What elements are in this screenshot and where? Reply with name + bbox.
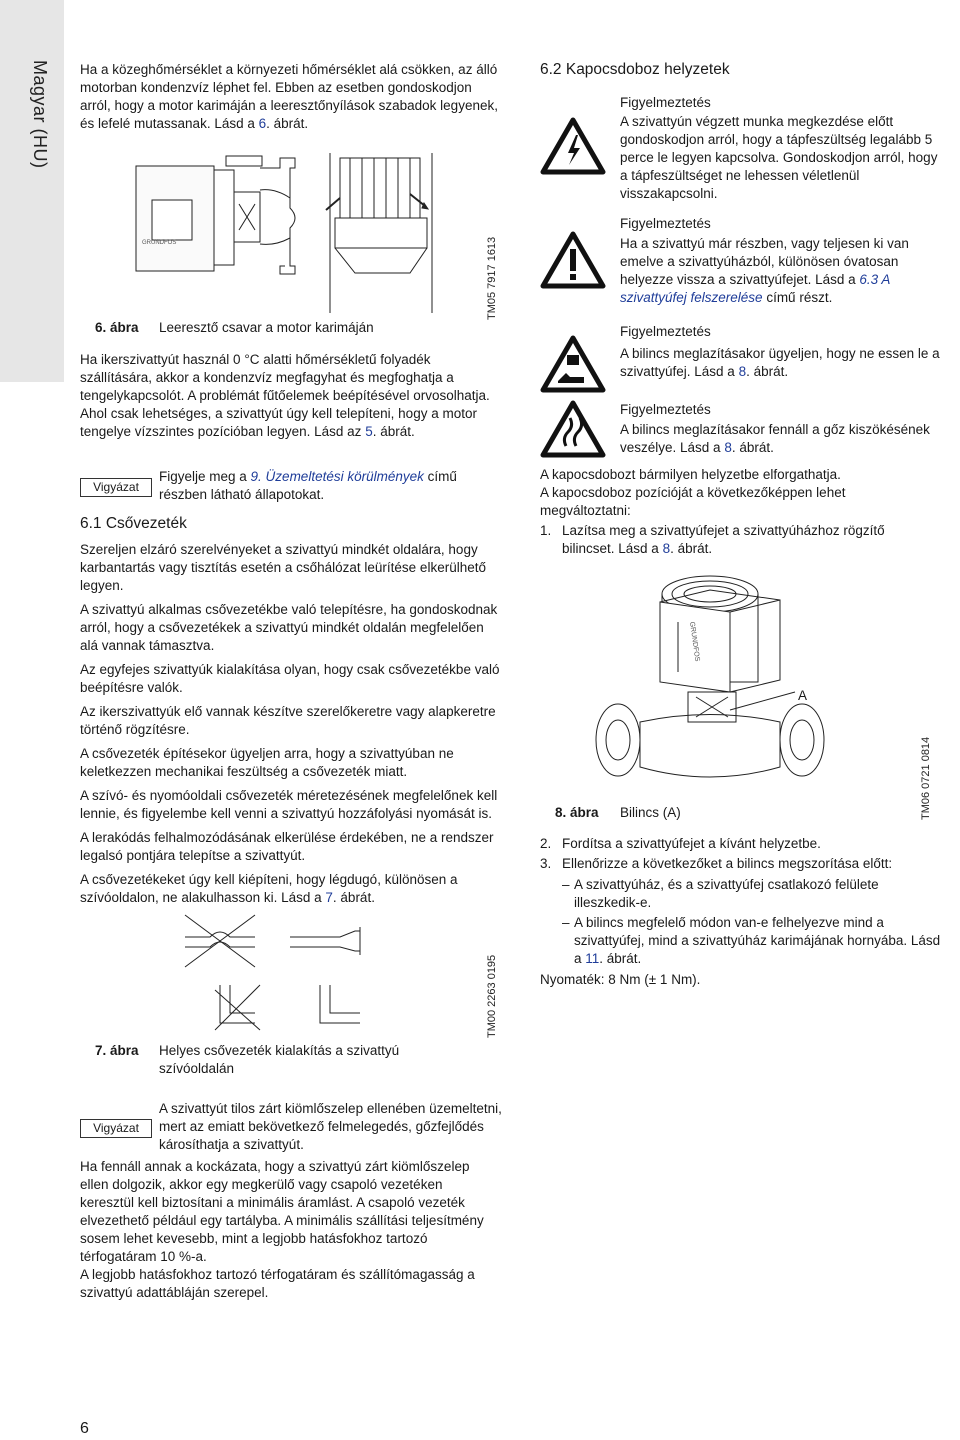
piping-paragraph: Az egyfejes szivattyúk kialakítása olyan, hogy csak csővezetékbe való beépítésre valók. (80, 662, 500, 695)
intro-paragraph: Ha a közeghőmérséklet a környezeti hőmérséklet alá csökken, az álló motorban kondenzvíz léphet fel. Ebben az esetben gondoskodjon arról, hogy a motor karimáján a leeresztőnyílások szabadok legyenek, és lefelé mutassanak. Lásd a 6. ábrát. (80, 62, 498, 131)
best-efficiency-paragraph: A legjobb hatásfokhoz tartozó térfogatáram és szállítómagasság a szivattyú adattábláján szerepel. (80, 1267, 475, 1300)
figure-6-code: TM05 7917 1613 (486, 236, 498, 320)
page-number: 6 (80, 1420, 89, 1437)
rotate-paragraph: A kapocsdobozt bármilyen helyzetbe elforgathatja. (540, 467, 841, 482)
figure-7-number: 7. ábra (95, 1043, 139, 1058)
figure-8-label-a: A (798, 688, 808, 703)
caution-badge: Vigyázat (80, 478, 152, 497)
step-text: Ellenőrizze a következőket a bilincs megszorítása előtt: (562, 856, 893, 871)
piping-paragraph: A szivattyú alkalmas csővezetékbe való telepítésre, ha gondoskodnak arról, hogy a csővezetékek a szivattyú mindkét oldalán megfelelően alá vannak támasztva. (80, 602, 498, 653)
torque-text: Nyomaték: 8 Nm (± 1 Nm). (540, 972, 701, 987)
bullet-text: A bilincs megfelelő módon van-e felhelyezve mind a szivattyúfej, mind a szivattyúház karimájának hornyába. Lásd a 11. ábrát. (574, 915, 941, 966)
twin-pump-paragraph: Ha ikerszivattyút használ 0 °C alatti hőmérsékletű folyadék szállítására, akkor a kondenzvíz megfagyhat és megfoghatja a tengelykapcsolót. A problémát fűtőelemek beépítésével orvosolhatja. Ahol csak lehetséges, a szivattyút úgy kell telepíteni, hogy a motor tengelye vízszintes pozícióban legyen. Lásd az 5. ábrát. (80, 352, 490, 439)
figure-6-caption: Leeresztő csavar a motor karimáján (159, 320, 374, 335)
figure-7-code: TM00 2263 0195 (486, 954, 498, 1038)
figure-link[interactable]: 5 (365, 424, 373, 439)
hot-steam-warning-icon (540, 400, 606, 463)
svg-text:GRUNDFOS: GRUNDFOS (688, 621, 701, 662)
bullet-text: A szivattyúház, és a szivattyúfej csatlakozó felülete illeszkedik-e. (574, 877, 879, 910)
step-number: 3. (540, 856, 552, 871)
figure-8-number: 8. ábra (555, 805, 599, 820)
figure-8-code: TM06 0721 0814 (920, 736, 932, 820)
piping-paragraph: A csővezetékeket úgy kell kiépíteni, hogy légdugó, különösen a szívóoldalon, ne alakulhasson ki. Lásd a 7. ábrát. (80, 872, 458, 905)
caution-badge: Vigyázat (80, 1119, 152, 1138)
section-link[interactable]: 9. Üzemeltetési körülmények (250, 469, 424, 484)
figure-link[interactable]: 8 (662, 541, 671, 556)
warning-text: Ha a szivattyú már részben, vagy teljesen ki van emelve a szivattyúházból, különösen óvatosan helyezze vissza a szivattyúfejet. Lásd a 6.3 A szivattyúfej felszerelése című részt. (620, 236, 909, 305)
warning-text: A bilincs meglazításakor ügyeljen, hogy ne essen le a szivattyúfej. Lásd a 8. ábrát. (620, 346, 940, 379)
section-heading-6-1: 6.1 Csővezeték (80, 515, 187, 532)
warning-text: A bilincs meglazításakor fennáll a gőz kiszökésének veszélye. Lásd a 8. ábrát. (620, 422, 930, 455)
figure-8-drawing (580, 572, 860, 797)
figure-6-drawing (130, 148, 450, 320)
figure-link[interactable]: 7 (325, 890, 333, 905)
figure-link[interactable]: 8 (738, 364, 747, 379)
step-number: 2. (540, 836, 552, 851)
warning-title: Figyelmeztetés (620, 216, 711, 231)
figure-8-caption: Bilincs (A) (620, 805, 681, 820)
piping-paragraph: Szereljen elzáró szerelvényeket a szivattyú mindkét oldalára, hogy karbantartás vagy tisztítás esetén a csőhálózat leürítése elkerülhető legyen. (80, 542, 486, 593)
section-heading-6-2: 6.2 Kapocsdoboz helyzetek (540, 61, 730, 78)
bypass-paragraph: Ha fennáll annak a kockázata, hogy a szivattyú zárt kiömlőszelep ellen dolgozik, akkor egy megkerülő vagy csapoló vezetéken keresztül kell biztosítani a minimális áramlást. A csapoló vezeték elvezethető például egy tartályba. A minimális szállítási teljesítmény sosem lehet kevesebb, mint a legjobb hatásfokhoz tartozó térfogatáram 10 %-a. (80, 1159, 484, 1264)
piping-paragraph: A csővezeték építésekor ügyeljen arra, hogy a szivattyúban ne keletkezzen mechanikai feszültség a csővezeték miatt. (80, 746, 454, 779)
rotate-paragraph: A kapocsdoboz pozícióját a következőképpen lehet megváltoztatni: (540, 485, 846, 518)
piping-paragraph: Az ikerszivattyúk elő vannak készítve szerelőkeretre vagy alapkeretre történő rögzítésre. (80, 704, 496, 737)
section-link[interactable]: 6.3 A szivattyúfej felszerelése (620, 272, 890, 305)
bullet-dash: – (562, 915, 570, 930)
warning-text: A szivattyún végzett munka megkezdése előtt gondoskodjon arról, hogy a tápfeszültség legalább 5 perce le legyen kapcsolva. Gondoskodjon arról, hogy a tápfeszültséget ne lehessen véletlenül visszakapcsolni. (620, 114, 938, 201)
warning-title: Figyelmeztetés (620, 402, 711, 417)
piping-paragraphs (80, 541, 500, 907)
piping-paragraph: A lerakódás felhalmozódásának elkerülése érdekében, ne a rendszer legalsó pontjára telepítse a szivattyút. (80, 830, 494, 863)
figure-link[interactable]: 8 (724, 440, 732, 455)
electric-warning-icon (540, 117, 606, 180)
svg-text:GRUNDFOS: GRUNDFOS (142, 240, 177, 246)
figure-7-caption: Helyes csővezeték kialakítás a szivattyú szívóoldalán (159, 1043, 400, 1076)
caution-text: A szivattyút tilos zárt kiömlőszelep ellenében üzemeltetni, mert az emiatt bekövetkező felmelegedés, gőzfejlődés károsíthatja a szivattyút. (159, 1101, 502, 1152)
figure-link[interactable]: 11 (585, 951, 600, 966)
step-text: Lazítsa meg a szivattyúfejet a szivattyúházhoz rögzítő bilincset. Lásd a 8. ábrát. (562, 523, 885, 556)
piping-paragraph: A szívó- és nyomóoldali csővezeték méretezésének megfelelőnek kell lennie, és figyelembe kell venni a szivattyú hozzáfolyási nyomását is. (80, 788, 498, 821)
language-label: Magyar (HU) (30, 60, 50, 169)
figure-7-drawing (180, 905, 380, 1035)
caution-text: Figyelje meg a 9. Üzemeltetési körülmények című részben látható állapotokat. (159, 469, 457, 502)
warning-title: Figyelmeztetés (620, 95, 711, 110)
falling-object-warning-icon (540, 335, 606, 398)
step-number: 1. (540, 523, 552, 538)
general-warning-icon (540, 231, 606, 294)
bullet-dash: – (562, 877, 570, 892)
figure-6-number: 6. ábra (95, 320, 139, 335)
warning-title: Figyelmeztetés (620, 324, 711, 339)
step-text: Fordítsa a szivattyúfejet a kívánt helyzetbe. (562, 836, 821, 851)
figure-link[interactable]: 6 (258, 116, 267, 131)
